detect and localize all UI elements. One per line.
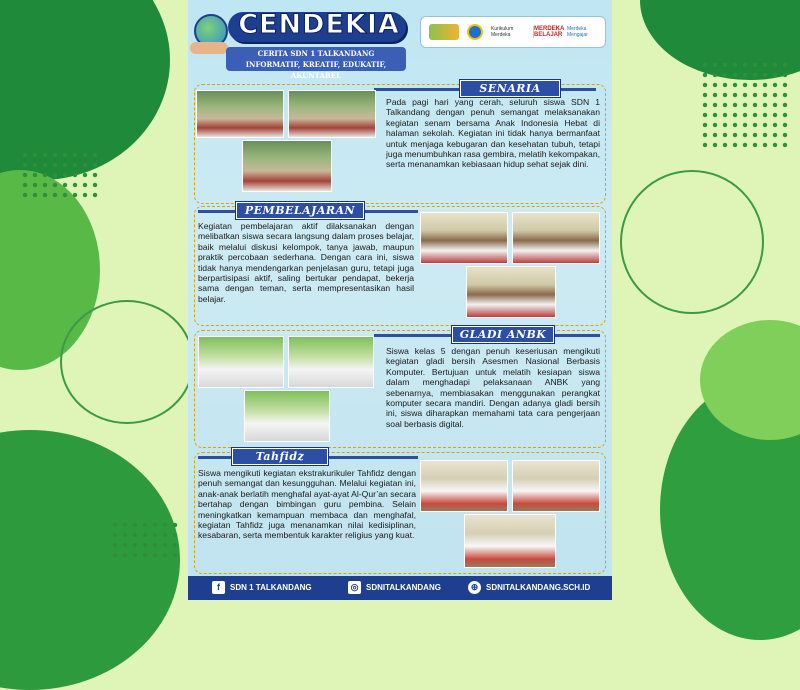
pembelajaran-photo-2 (512, 212, 600, 264)
anbk-photo-2 (288, 336, 374, 388)
newsletter-subtitle: CERITA SDN 1 TALKANDANG INFORMATIF, KREATIF, EDUKATIF, AKUNTABEL (226, 47, 406, 71)
anbk-photo-3 (244, 390, 330, 442)
pembelajaran-text: Kegiatan pembelajaran aktif dilaksanakan dengan melibatkan siswa secara langsung dalam proses belajar, baik melalui diskusi kelompok, tanya jawab, maupun praktik percobaan sederhana. Dengan cara ini, siswa tidak hanya mendengarkan penjelasan guru, tetapi juga berpartisipasi aktif, saling bertukar pendapat, bekerja sama dengan teman, serta mempresentasikan hasil belajar. (198, 221, 414, 304)
pembelajaran-photo-1 (420, 212, 508, 264)
globe-icon: ⊕ (468, 581, 481, 594)
kurikulum-merdeka-logo: Kurikulum Merdeka (491, 26, 514, 38)
tahfidz-photo-2 (512, 460, 600, 512)
masthead (188, 0, 612, 78)
newsletter-page (188, 0, 612, 600)
instagram-handle: SDNITALKANDANG (366, 583, 441, 592)
footer-instagram[interactable] (348, 581, 441, 594)
tahfidz-photo-3 (464, 514, 556, 568)
newsletter-title: CENDEKIA (238, 9, 400, 40)
school-emblem-icon (429, 24, 459, 40)
anbk-photo-1 (198, 336, 284, 388)
tahfidz-text: Siswa mengikuti kegiatan ekstrakurikuler Tahfidz dengan penuh semangat dan kesungguhan. Melalui kegiatan ini, anak-anak berlatih menghafal ayat-ayat Al-Qur’an secara bertahap dengan bimbingan guru pembina. Selain meningkatkan kemampuan membaca dan menghafal, kegiatan Tahfidz juga menanamkan nilai kedisiplinan, kesabaran, serta membentuk karakter religius yang kuat. (198, 468, 416, 541)
background-ring-right (620, 170, 764, 314)
partner-logos (420, 16, 606, 48)
senaria-photo-1 (196, 90, 284, 138)
facebook-icon: f (212, 581, 225, 594)
senaria-heading: SENARIA (460, 80, 560, 97)
senaria-text: Pada pagi hari yang cerah, seluruh siswa SDN 1 Talkandang dengan penuh semangat melaksanakan kegiatan senam bersama Anak Indonesia Hebat di halaman sekolah. Kegiatan ini tidak hanya bermanfaat untuk menjaga kebugaran dan kesehatan tubuh, tetapi juga menumbuhkan rasa gembira, melatih kekompakan, serta menanamkan kebiasaan hidup sehat sejak dini. (386, 97, 601, 170)
background-blob-bottom-left (0, 430, 180, 690)
senaria-photo-2 (288, 90, 376, 138)
facebook-handle: SDN 1 TALKANDANG (230, 583, 312, 592)
tahfidz-heading: Tahfidz (232, 448, 328, 465)
instagram-icon: ◎ (348, 581, 361, 594)
merdeka-mengajar-logo: Merdeka Mengajar (567, 26, 588, 38)
footer-bar (188, 576, 612, 600)
kids-mascot-icon (190, 42, 228, 54)
tut-wuri-handayani-icon (467, 24, 483, 40)
footer-website[interactable] (468, 581, 590, 594)
pembelajaran-photo-3 (466, 266, 556, 318)
pembelajaran-heading: PEMBELAJARAN (236, 202, 364, 219)
background-dots-bottom (110, 520, 180, 560)
footer-facebook[interactable] (212, 581, 312, 594)
website-url: SDNITALKANDANG.SCH.ID (486, 583, 591, 592)
senaria-photo-3 (242, 140, 332, 192)
anbk-heading: GLADI ANBK (452, 326, 554, 343)
anbk-text: Siswa kelas 5 dengan penuh keseriusan mengikuti kegiatan gladi bersih Asesmen Nasional Berbasis Komputer. Bertujuan untuk melatih kesiapan siswa dalam menghadapi pelaksanaan ANBK yang sebenarnya, membiasakan menggunakan perangkat komputer secara mandiri. Dengan adanya gladi bersih ini, siswa diharapkan memahami tata cara pengerjaan soal berbasis digital. (386, 346, 600, 429)
background-dots-left (20, 150, 100, 200)
background-dots-right (700, 60, 790, 150)
background-ring-left (60, 300, 194, 424)
tahfidz-photo-1 (420, 460, 508, 512)
merdeka-belajar-logo: MERDEKA BELAJAR (534, 26, 565, 38)
